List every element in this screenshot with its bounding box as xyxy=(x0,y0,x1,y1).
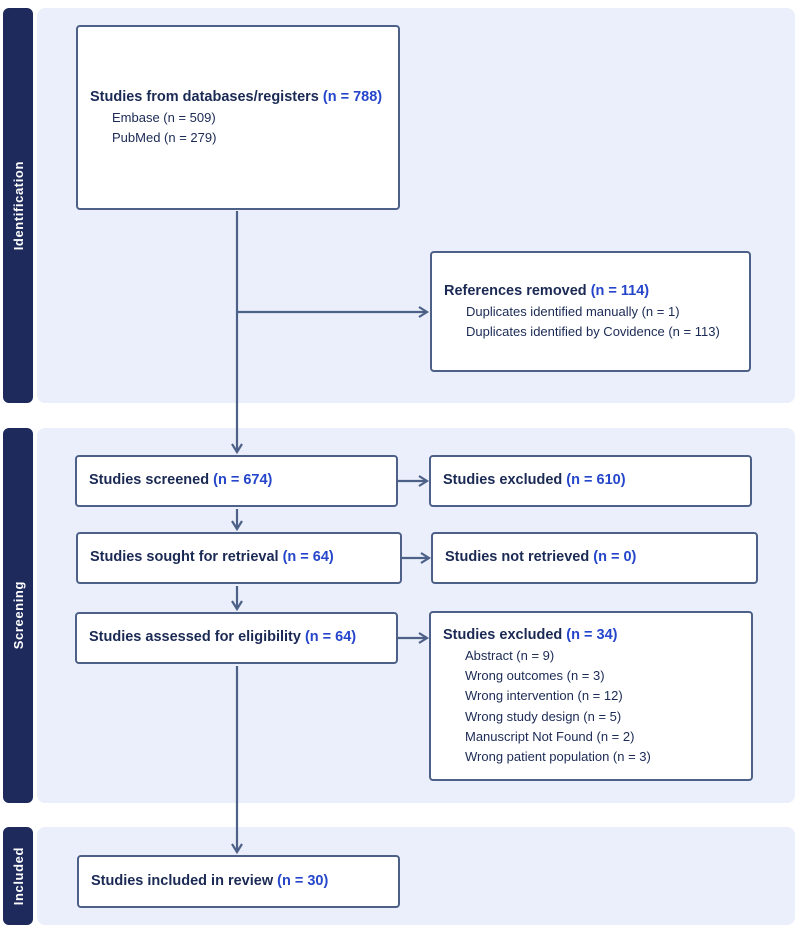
databases-title: Studies from databases/registers xyxy=(90,88,319,105)
excluded-reason-manuscript-not-found: Manuscript Not Found (n = 2) xyxy=(465,728,635,744)
excluded-eligibility-title-line xyxy=(443,625,739,646)
sought-title-line xyxy=(90,547,388,568)
assessed-title: Studies assessed for eligibility xyxy=(89,629,301,646)
box-studies-sought xyxy=(76,532,402,584)
screening-bar xyxy=(3,428,33,803)
box-studies-excluded-screening xyxy=(429,455,752,507)
databases-count: (n = 788) xyxy=(322,88,383,105)
excluded-reason-wrong-study-design: Wrong study design (n = 5) xyxy=(465,708,622,724)
box-studies-screened xyxy=(75,455,398,507)
references-removed-title-line xyxy=(444,281,737,302)
excluded-reason-wrong-outcomes: Wrong outcomes (n = 3) xyxy=(465,668,605,684)
databases-title-line xyxy=(90,87,386,108)
box-studies-excluded-eligibility xyxy=(429,611,753,781)
identification-label: Identification xyxy=(10,160,26,251)
excluded-reason-wrong-intervention: Wrong intervention (n = 12) xyxy=(465,688,623,704)
box-studies-from-databases xyxy=(76,25,400,210)
not-retrieved-title-line xyxy=(445,547,744,568)
databases-item-pubmed: PubMed (n = 279) xyxy=(112,130,217,145)
excluded-reason-abstract: Abstract (n = 9) xyxy=(465,648,555,664)
included-title: Studies included in review xyxy=(91,872,274,889)
included-label: Included xyxy=(10,846,26,906)
screened-count: (n = 674) xyxy=(213,472,273,489)
box-studies-included xyxy=(77,855,400,908)
sought-count: (n = 64) xyxy=(282,549,334,566)
assessed-title-line xyxy=(89,627,384,648)
screened-title-line xyxy=(89,470,384,491)
excluded-reason-wrong-population: Wrong patient population (n = 3) xyxy=(465,748,651,764)
duplicates-covidence-item: Duplicates identified by Covidence (n = 113) xyxy=(466,324,720,339)
included-count: (n = 30) xyxy=(277,872,329,889)
excluded-eligibility-count: (n = 34) xyxy=(566,627,618,644)
included-bar xyxy=(3,827,33,925)
box-studies-not-retrieved xyxy=(431,532,758,584)
excluded-eligibility-title: Studies excluded xyxy=(443,627,563,644)
screened-title: Studies screened xyxy=(89,472,210,489)
sought-title: Studies sought for retrieval xyxy=(90,549,279,566)
databases-item-embase: Embase (n = 509) xyxy=(112,109,216,125)
excluded-screening-title-line xyxy=(443,470,738,491)
box-studies-assessed xyxy=(75,612,398,664)
excluded-screening-title: Studies excluded xyxy=(443,472,563,489)
box-references-removed xyxy=(430,251,751,372)
included-title-line xyxy=(91,871,386,892)
not-retrieved-count: (n = 0) xyxy=(593,549,637,566)
not-retrieved-title: Studies not retrieved xyxy=(445,549,590,566)
excluded-screening-count: (n = 610) xyxy=(566,472,626,489)
assessed-count: (n = 64) xyxy=(304,629,357,646)
references-removed-title: References removed xyxy=(444,282,587,299)
references-removed-count: (n = 114) xyxy=(590,282,650,299)
identification-bar xyxy=(3,8,33,403)
duplicates-manual-item: Duplicates identified manually (n = 1) xyxy=(466,303,680,319)
screening-label: Screening xyxy=(10,581,26,650)
